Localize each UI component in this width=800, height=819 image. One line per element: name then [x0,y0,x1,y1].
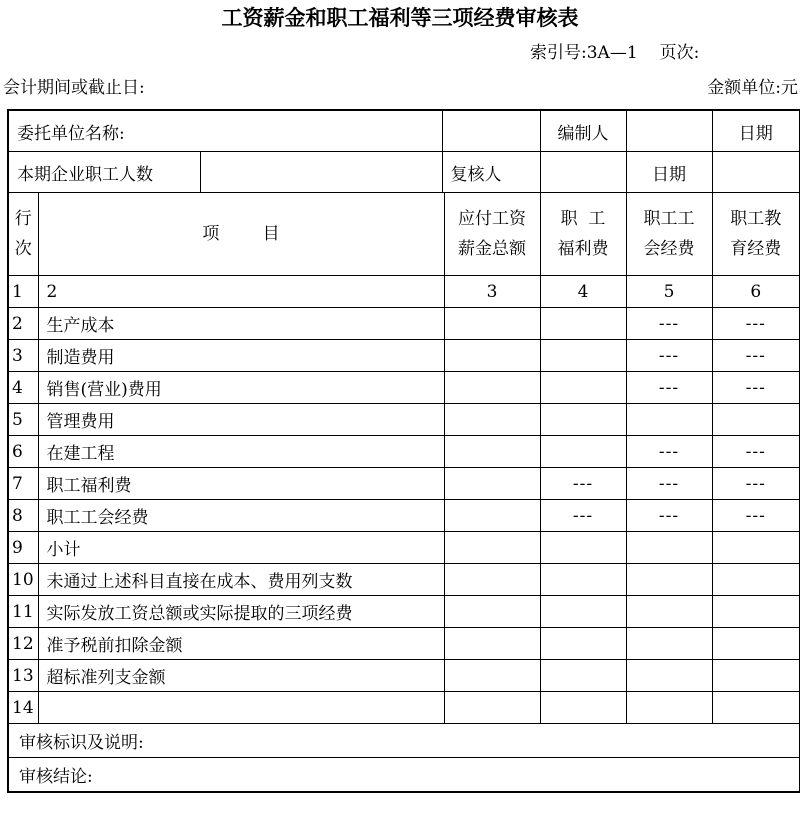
row-number: 8 [8,500,38,532]
education-fee-cell[interactable]: --- [712,308,800,340]
row-number: 14 [8,692,38,724]
audit-table [7,109,800,793]
row-number: 4 [8,372,38,404]
index-number: 索引号:3A—1 [530,43,638,63]
amount-unit-label: 金额单位:元 [707,78,798,98]
row-number: 13 [8,660,38,692]
education-fee-cell[interactable] [712,660,800,692]
row-number: 2 [8,308,38,340]
welfare-cell[interactable] [540,340,626,372]
union-fee-cell[interactable] [626,404,712,436]
welfare-cell[interactable] [540,564,626,596]
salary-cell[interactable] [444,564,540,596]
row-number: 10 [8,564,38,596]
education-fee-cell[interactable] [712,564,800,596]
row-number: 6 [8,436,38,468]
welfare-cell[interactable]: --- [540,500,626,532]
table-row [8,468,800,500]
table-row [8,596,800,628]
employee-count-field[interactable] [200,152,442,193]
table-row [8,308,800,340]
table-row [8,564,800,596]
salary-cell[interactable] [444,372,540,404]
union-fee-cell[interactable]: --- [626,340,712,372]
education-fee-column-header: 职工教 育经费 [712,193,800,276]
column-number: 5 [626,276,712,308]
seq-column-header: 行 次 [8,193,38,276]
column-number: 3 [444,276,540,308]
index-reference [530,38,699,63]
welfare-cell[interactable] [540,660,626,692]
salary-cell[interactable] [444,532,540,564]
employee-count-label: 本期企业职工人数 [8,152,200,193]
education-fee-cell[interactable]: --- [712,500,800,532]
row-item-label: 未通过上述科目直接在成本、费用列支数 [38,564,444,596]
welfare-cell[interactable] [540,692,626,724]
salary-cell[interactable] [444,660,540,692]
education-fee-cell[interactable]: --- [712,372,800,404]
date-label-2: 日期 [626,152,712,193]
union-fee-cell[interactable]: --- [626,436,712,468]
salary-cell[interactable] [444,596,540,628]
preparer-field[interactable] [626,110,712,152]
accounting-period-label: 会计期间或截止日: [3,78,145,98]
welfare-column-header: 职 工 福利费 [540,193,626,276]
union-fee-cell[interactable] [626,628,712,660]
education-fee-cell[interactable] [712,692,800,724]
row-number: 12 [8,628,38,660]
audit-notes-row [8,724,800,758]
row-item-label: 超标准列支金额 [38,660,444,692]
row-item-label [38,692,444,724]
date-label: 日期 [712,110,800,152]
column-number: 4 [540,276,626,308]
row-item-label: 职工工会经费 [38,500,444,532]
union-fee-column-header: 职工工 会经费 [626,193,712,276]
union-fee-cell[interactable] [626,660,712,692]
welfare-cell[interactable] [540,596,626,628]
union-fee-cell[interactable] [626,564,712,596]
column-number: 1 [8,276,38,308]
column-number: 2 [38,276,444,308]
salary-cell[interactable] [444,692,540,724]
row-item-label: 在建工程 [38,436,444,468]
row-item-label: 小计 [38,532,444,564]
table-row [8,340,800,372]
union-fee-cell[interactable]: --- [626,468,712,500]
welfare-cell[interactable] [540,436,626,468]
education-fee-cell[interactable]: --- [712,468,800,500]
row-number: 11 [8,596,38,628]
conclusion-label[interactable]: 审核结论: [8,758,800,793]
union-fee-cell[interactable] [626,596,712,628]
welfare-cell[interactable]: --- [540,468,626,500]
union-fee-cell[interactable]: --- [626,308,712,340]
header-row-employees [8,152,800,193]
education-fee-cell[interactable]: --- [712,436,800,468]
row-item-label: 销售(营业)费用 [38,372,444,404]
row-number: 3 [8,340,38,372]
table-row [8,372,800,404]
salary-cell[interactable] [444,340,540,372]
conclusion-row [8,758,800,793]
row-item-label: 实际发放工资总额或实际提取的三项经费 [38,596,444,628]
welfare-cell[interactable] [540,628,626,660]
union-fee-cell[interactable]: --- [626,372,712,404]
row-number: 7 [8,468,38,500]
date-field[interactable] [712,152,800,193]
table-row [8,436,800,468]
client-name-label: 委托单位名称: [8,110,442,152]
reviewer-label: 复核人 [442,152,540,193]
row-item-label: 管理费用 [38,404,444,436]
education-fee-cell[interactable]: --- [712,340,800,372]
salary-cell[interactable] [444,436,540,468]
education-fee-cell[interactable] [712,532,800,564]
welfare-cell[interactable] [540,308,626,340]
table-row [8,628,800,660]
welfare-cell[interactable] [540,404,626,436]
row-item-label: 制造费用 [38,340,444,372]
table-row [8,500,800,532]
salary-cell[interactable] [444,628,540,660]
column-header-row [8,193,800,276]
header-row-client [8,110,800,152]
row-number: 9 [8,532,38,564]
table-row [8,532,800,564]
preparer-label: 编制人 [540,110,626,152]
audit-notes-label[interactable]: 审核标识及说明: [8,724,800,758]
salary-cell[interactable] [444,308,540,340]
row-number: 5 [8,404,38,436]
salary-cell[interactable] [444,404,540,436]
union-fee-cell[interactable]: --- [626,500,712,532]
reviewer-field[interactable] [540,152,626,193]
column-number: 6 [712,276,800,308]
table-row [8,660,800,692]
client-name-field[interactable] [442,110,540,152]
item-column-header: 项 目 [38,193,444,276]
welfare-cell[interactable] [540,372,626,404]
column-number-row [8,276,800,308]
row-item-label: 职工福利费 [38,468,444,500]
union-fee-cell[interactable] [626,692,712,724]
salary-cell[interactable] [444,500,540,532]
table-row [8,404,800,436]
page-number-label: 页次: [659,43,700,63]
education-fee-cell[interactable] [712,596,800,628]
union-fee-cell[interactable] [626,532,712,564]
table-row [8,692,800,724]
welfare-cell[interactable] [540,532,626,564]
education-fee-cell[interactable] [712,628,800,660]
page-title: 工资薪金和职工福利等三项经费审核表 [221,6,579,30]
salary-column-header: 应付工资 薪金总额 [444,193,540,276]
row-item-label: 生产成本 [38,308,444,340]
education-fee-cell[interactable] [712,404,800,436]
salary-cell[interactable] [444,468,540,500]
row-item-label: 准予税前扣除金额 [38,628,444,660]
